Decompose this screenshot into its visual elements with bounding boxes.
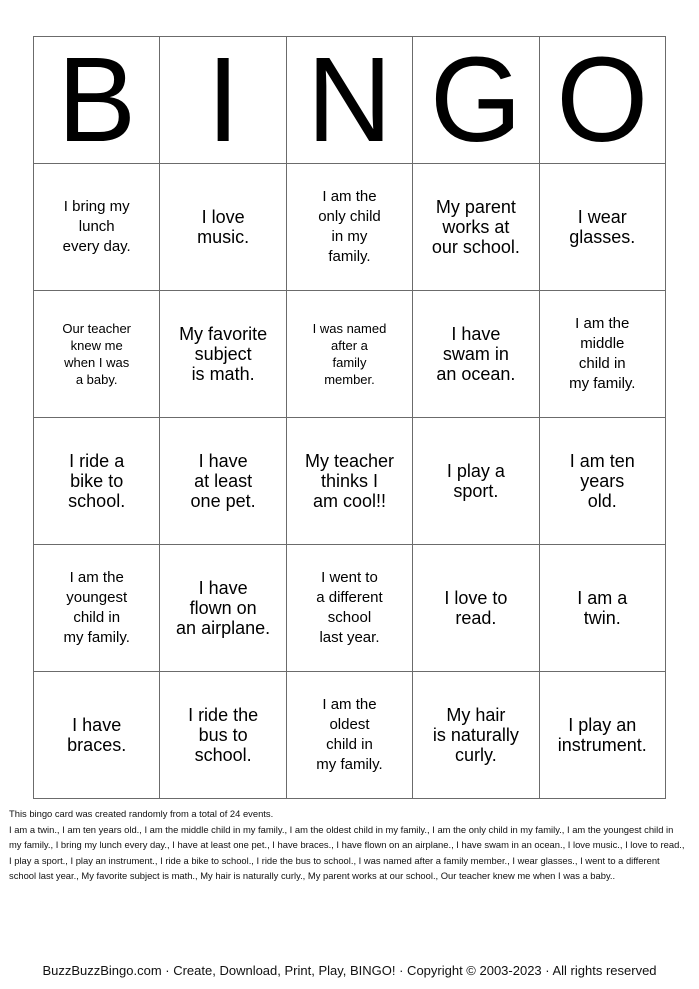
- bingo-cell[interactable]: [34, 164, 160, 291]
- bingo-cell-line: a different: [316, 589, 383, 606]
- bingo-cell-line: music.: [197, 227, 250, 247]
- bingo-cell-line: is naturally: [432, 725, 519, 745]
- bingo-cell-line: one pet.: [190, 491, 256, 511]
- bingo-cell-line: our school.: [431, 237, 520, 257]
- bingo-cell-line: middle: [580, 335, 625, 352]
- bingo-cell-line: Our teacher: [62, 321, 132, 336]
- bingo-cell-line: am cool!!: [312, 491, 386, 511]
- card-description-line: I play a sport., I play an instrument., I ride a bike to school., I ride the bus to school., I was named after a family member., I wear glasses., I went to a different: [9, 854, 660, 866]
- bingo-cell-line: I am the: [575, 315, 630, 332]
- bingo-cell-line: My favorite: [179, 324, 268, 344]
- bingo-cell-line: I love: [201, 207, 245, 227]
- bingo-cell-text: [540, 164, 665, 290]
- card-description: [9, 806, 693, 884]
- header-letter: O: [556, 32, 649, 168]
- bingo-cell-text: [34, 291, 159, 417]
- bingo-cell-line: curly.: [455, 745, 497, 765]
- bingo-cell-line: I love to: [444, 588, 508, 608]
- bingo-row: [34, 418, 666, 545]
- bingo-header-row: [34, 37, 666, 164]
- bingo-cell-line: youngest: [66, 589, 128, 606]
- bingo-cell-text: [34, 418, 159, 544]
- bingo-cell-line: bus to: [198, 725, 248, 745]
- bingo-cell-line: twin.: [583, 608, 621, 628]
- bingo-cell-line: is math.: [191, 364, 255, 384]
- bingo-cell-text: [160, 545, 285, 671]
- bingo-cell-line: child in: [326, 736, 373, 753]
- bingo-cell[interactable]: [34, 545, 160, 672]
- bingo-cell-line: swam in: [442, 344, 509, 364]
- bingo-cell-line: last year.: [319, 629, 380, 646]
- bingo-cell[interactable]: [160, 164, 286, 291]
- bingo-cell[interactable]: [34, 291, 160, 418]
- bingo-cell-line: I am the: [322, 188, 377, 205]
- bingo-cell[interactable]: [413, 418, 539, 545]
- bingo-cell-text: [540, 418, 665, 544]
- bingo-cell[interactable]: [160, 291, 286, 418]
- bingo-cell[interactable]: [413, 545, 539, 672]
- card-description-intro: This bingo card was created randomly from a total of 24 events.: [9, 808, 274, 819]
- bingo-cell-text: [287, 164, 412, 290]
- bingo-cell-line: every day.: [62, 238, 131, 255]
- bingo-cell[interactable]: [160, 545, 286, 672]
- bingo-cell-line: works at: [442, 217, 510, 237]
- bingo-cell-line: I am the: [322, 696, 377, 713]
- bingo-cell-line: school.: [68, 491, 126, 511]
- bingo-cell-text: [413, 672, 538, 798]
- bingo-cell[interactable]: [160, 418, 286, 545]
- bingo-cell[interactable]: [34, 418, 160, 545]
- bingo-cell-line: I have: [451, 324, 501, 344]
- bingo-cell-line: I bring my: [63, 198, 130, 215]
- bingo-cell[interactable]: [286, 164, 412, 291]
- bingo-cell[interactable]: [539, 545, 665, 672]
- bingo-cell-text: [287, 418, 412, 544]
- page-footer: BuzzBuzzBingo.com · Create, Download, Print, Play, BINGO! · Copyright © 2003-2023 · All rights reserved: [42, 963, 657, 978]
- bingo-cell[interactable]: [539, 672, 665, 799]
- bingo-cell[interactable]: [413, 672, 539, 799]
- bingo-cell-line: my family.: [316, 756, 383, 773]
- bingo-cell-line: in my: [331, 228, 368, 245]
- bingo-cell-line: a baby.: [75, 372, 118, 387]
- bingo-cell-line: I play an: [568, 715, 637, 735]
- bingo-cell-line: school: [327, 609, 372, 626]
- bingo-row: [34, 291, 666, 418]
- bingo-cell-line: child in: [578, 355, 626, 372]
- header-cell: [34, 32, 160, 168]
- bingo-cell-line: lunch: [78, 218, 115, 235]
- bingo-cell-text: [160, 291, 285, 417]
- bingo-cell-line: flown on: [189, 598, 257, 618]
- bingo-cell-text: [34, 672, 159, 798]
- bingo-cell-line: I am the: [69, 569, 124, 586]
- bingo-card: [33, 32, 666, 799]
- bingo-cell-line: My parent: [435, 197, 516, 217]
- bingo-cell-line: My teacher: [304, 451, 394, 471]
- bingo-cell-line: child in: [73, 609, 121, 626]
- bingo-cell-text: [287, 672, 412, 798]
- bingo-cell-line: I wear: [577, 207, 627, 227]
- bingo-cell-line: I play a: [446, 461, 505, 481]
- card-description-line: school last year., My favorite subject is math., My hair is naturally curly., My parent works at our school., Our teacher knew me when I was a baby..: [9, 870, 616, 882]
- header-letter: N: [306, 32, 393, 168]
- bingo-cell-text: [287, 545, 412, 671]
- bingo-cell-line: school.: [194, 745, 252, 765]
- bingo-cell-line: I went to: [321, 569, 378, 586]
- bingo-cell-text: [160, 418, 285, 544]
- bingo-cell-line: member.: [324, 372, 375, 387]
- bingo-cell[interactable]: [539, 418, 665, 545]
- bingo-cell-line: I am ten: [569, 451, 635, 471]
- bingo-cell-text: [34, 545, 159, 671]
- bingo-cell-line: years: [580, 471, 625, 491]
- bingo-cell-line: thinks I: [320, 471, 378, 491]
- bingo-cell-line: glasses.: [569, 227, 636, 247]
- bingo-cell-line: old.: [587, 491, 617, 511]
- bingo-cell-line: family: [332, 355, 367, 370]
- bingo-cell[interactable]: [286, 545, 412, 672]
- header-cell: [413, 32, 539, 168]
- bingo-cell[interactable]: [539, 164, 665, 291]
- bingo-cell-line: bike to: [70, 471, 124, 491]
- card-description-line: I am a twin., I am ten years old., I am the middle child in my family., I am the oldest child in my family., I am the only child in my family., I am the youngest child in: [9, 823, 674, 835]
- bingo-cell-text: [540, 291, 665, 417]
- bingo-cell[interactable]: [413, 164, 539, 291]
- bingo-cell-line: braces.: [67, 735, 127, 755]
- header-cell: [160, 32, 286, 168]
- bingo-cell-line: knew me: [70, 338, 123, 353]
- bingo-cell-line: family.: [328, 248, 371, 265]
- header-letter: I: [206, 32, 240, 168]
- bingo-cell-line: an ocean.: [436, 364, 516, 384]
- bingo-cell-line: I have: [198, 451, 248, 471]
- bingo-cell-line: after a: [331, 338, 368, 353]
- header-letter: G: [429, 32, 522, 168]
- bingo-cell-text: [34, 164, 159, 290]
- bingo-cell-text: [540, 545, 665, 671]
- bingo-cell-line: instrument.: [557, 735, 647, 755]
- bingo-cell-line: I ride the: [188, 705, 259, 725]
- header-cell: [539, 32, 665, 168]
- bingo-row: [34, 672, 666, 799]
- bingo-cell-line: I have: [72, 715, 122, 735]
- bingo-cell-line: I was named: [312, 321, 387, 336]
- bingo-cell-text: [160, 672, 285, 798]
- bingo-cell-line: I am a: [577, 588, 628, 608]
- bingo-cell-line: an airplane.: [176, 618, 271, 638]
- bingo-cell[interactable]: [286, 418, 412, 545]
- bingo-cell[interactable]: [286, 672, 412, 799]
- bingo-cell-line: read.: [455, 608, 497, 628]
- bingo-cell-line: I have: [198, 578, 248, 598]
- bingo-row: [34, 164, 666, 291]
- bingo-cell-text: [413, 545, 538, 671]
- bingo-cell-text: [413, 291, 538, 417]
- bingo-row: [34, 545, 666, 672]
- bingo-cell-text: [413, 164, 538, 290]
- bingo-cell-line: when I was: [64, 355, 130, 370]
- bingo-cell[interactable]: [539, 291, 665, 418]
- bingo-cell-line: my family.: [63, 629, 130, 646]
- header-cell: [286, 32, 412, 168]
- bingo-cell[interactable]: [413, 291, 539, 418]
- bingo-cell-line: I ride a: [69, 451, 125, 471]
- bingo-cell-line: sport.: [453, 481, 499, 501]
- bingo-cell-text: [413, 418, 538, 544]
- bingo-cell-text: [540, 672, 665, 798]
- bingo-cell-line: only child: [318, 208, 381, 225]
- bingo-cell-line: subject: [194, 344, 252, 364]
- bingo-cell-line: oldest: [329, 716, 370, 733]
- bingo-cell-text: [160, 164, 285, 290]
- bingo-cell[interactable]: [160, 672, 286, 799]
- bingo-cell-text: [287, 291, 412, 417]
- bingo-cell-line: at least: [194, 471, 253, 491]
- card-description-line: my family., I bring my lunch every day., I have at least one pet., I have braces., I have flown on an airplane., I have swam in an ocean., I love music., I love to read.,: [9, 839, 685, 851]
- header-letter: B: [57, 32, 137, 168]
- bingo-cell-line: my family.: [569, 375, 636, 392]
- bingo-cell[interactable]: [34, 672, 160, 799]
- bingo-cell[interactable]: [286, 291, 412, 418]
- bingo-cell-line: My hair: [446, 705, 506, 725]
